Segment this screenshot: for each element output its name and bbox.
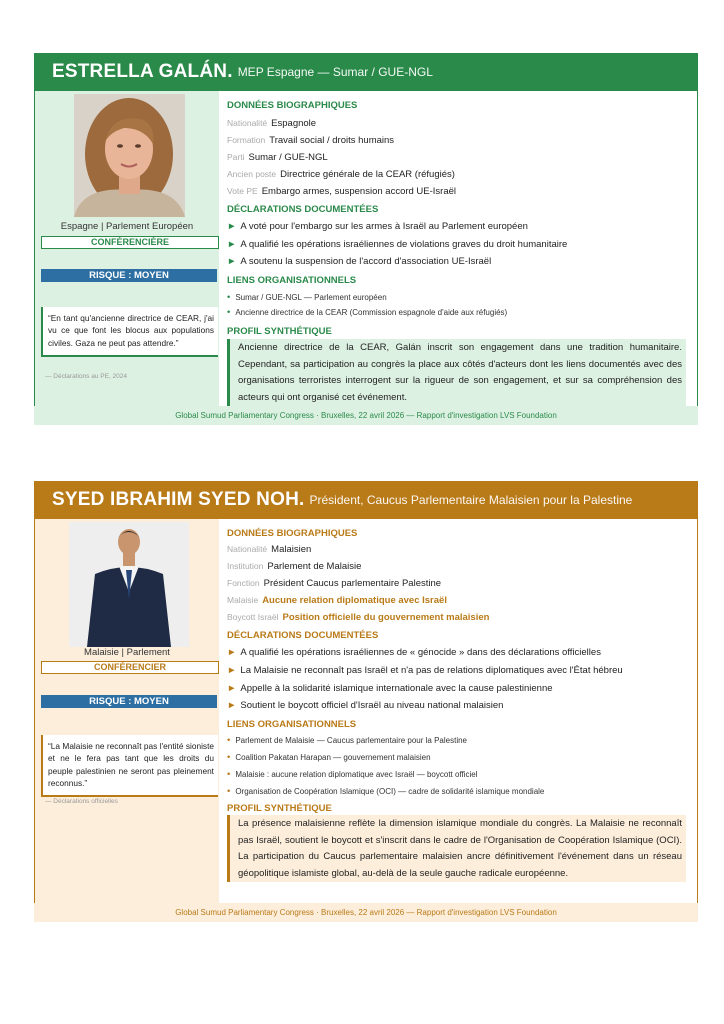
arrow-icon: ► — [227, 221, 237, 232]
bio-label: Formation — [227, 135, 266, 145]
declaration-item: ► A qualifié les opérations israéliennes de « génocide » dans des déclarations officielles — [227, 647, 601, 658]
bio-value: Malaisien — [271, 544, 312, 555]
bio-label: Malaisie — [227, 595, 259, 605]
quote-source: — Déclarations au PE, 2024 — [45, 373, 128, 380]
bio-row — [227, 118, 316, 129]
declaration-item: ► A soutenu la suspension de l'accord d'association UE-Israël — [227, 256, 492, 267]
bio-row — [227, 152, 328, 163]
card-footer: Global Sumud Parliamentary Congress · Bruxelles, 22 avril 2026 — Rapport d'investigation LVS Foundation — [34, 903, 698, 922]
section-title-profile: PROFIL SYNTHÉTIQUE — [227, 326, 332, 337]
bullet-icon: • — [227, 735, 231, 746]
link-item: • Parlement de Malaisie — Caucus parlementaire pour la Palestine — [227, 735, 467, 746]
person-name: ESTRELLA GALÁN. — [52, 61, 233, 82]
profile-summary: La présence malaisienne reflète la dimension islamique mondiale du congrès. La Malaisie ne reconnaît pas Israël, soutient le boycott et s'inscrit dans le cadre de l'Organisation de Coopération Islamique (OCI). La participation du Caucus parlementaire malaisien ancre définitivement l'événement dans un réseau géopolitique islamiste global, au-delà de la seule gauche radicale européenne. — [227, 815, 686, 882]
declaration-item: ► A voté pour l'embargo sur les armes à Israël au Parlement européen — [227, 221, 528, 232]
bio-value: Parlement de Malaisie — [267, 561, 362, 572]
bio-value: Embargo armes, suspension accord UE-Israël — [261, 186, 457, 197]
arrow-icon: ► — [227, 647, 237, 658]
bullet-icon: • — [227, 307, 231, 318]
link-item: • Organisation de Coopération Islamique (OCI) — cadre de solidarité islamique mondiale — [227, 786, 545, 797]
profile-card-galan — [34, 53, 698, 428]
section-title-bio: DONNÉES BIOGRAPHIQUES — [227, 100, 358, 111]
bio-row — [227, 561, 361, 572]
portrait-photo — [74, 94, 185, 217]
section-title-profile: PROFIL SYNTHÉTIQUE — [227, 803, 332, 814]
bio-value: Position officielle du gouvernement malaisien — [282, 612, 490, 623]
section-title-declarations: DÉCLARATIONS DOCUMENTÉES — [227, 204, 379, 215]
bullet-icon: • — [227, 786, 231, 797]
risk-badge: RISQUE : MOYEN — [41, 695, 217, 708]
bio-label: Fonction — [227, 578, 260, 588]
bio-row — [227, 169, 455, 180]
card-main — [227, 91, 689, 406]
arrow-icon: ► — [227, 665, 237, 676]
bio-label: Parti — [227, 152, 245, 162]
bio-label: Vote PE — [227, 186, 258, 196]
bio-label: Institution — [227, 561, 264, 571]
arrow-icon: ► — [227, 683, 237, 694]
card-body — [34, 91, 698, 406]
bio-value: Travail social / droits humains — [269, 135, 395, 146]
bio-value: Président Caucus parlementaire Palestine — [263, 578, 442, 589]
section-title-links: LIENS ORGANISATIONNELS — [227, 275, 357, 286]
bio-label: Ancien poste — [227, 169, 277, 179]
declaration-item: ► Soutient le boycott officiel d'Israël au niveau national malaisien — [227, 700, 504, 711]
bio-row — [227, 186, 456, 197]
role-badge: CONFÉRENCIER — [41, 661, 219, 674]
link-item: • Malaisie : aucune relation diplomatique avec Israël — boycott officiel — [227, 769, 478, 780]
declaration-item: ► A qualifié les opérations israéliennes de violations graves du droit humanitaire — [227, 239, 568, 250]
declaration-item: ► La Malaisie ne reconnaît pas Israël et n'a pas de relations diplomatiques avec l'État hébreu — [227, 665, 623, 676]
bio-row — [227, 135, 394, 146]
bio-label: Nationalité — [227, 544, 268, 554]
bio-row — [227, 595, 447, 606]
declaration-item: ► Appelle à la solidarité islamique internationale avec la cause palestinienne — [227, 683, 553, 694]
bio-value: Sumar / GUE-NGL — [248, 152, 328, 163]
bio-label: Boycott Israël — [227, 612, 279, 622]
card-body — [34, 519, 698, 903]
section-title-declarations: DÉCLARATIONS DOCUMENTÉES — [227, 630, 379, 641]
card-main — [227, 519, 689, 903]
card-header — [34, 481, 698, 519]
section-title-links: LIENS ORGANISATIONNELS — [227, 719, 357, 730]
link-item: • Ancienne directrice de la CEAR (Commission espagnole d'aide aux réfugiés) — [227, 307, 508, 318]
card-sidebar — [35, 519, 219, 903]
arrow-icon: ► — [227, 256, 237, 267]
person-role: MEP Espagne — Sumar / GUE-NGL — [237, 65, 433, 79]
bio-row — [227, 612, 489, 623]
risk-badge: RISQUE : MOYEN — [41, 269, 217, 282]
card-sidebar — [35, 91, 219, 406]
profile-summary: Ancienne directrice de la CEAR, Galán inscrit son engagement dans une tradition humanitaire. Cependant, sa participation au congrès la place aux côtés d'acteurs dont les liens documentés avec des organisations terroristes interrogent sur la rigueur de son engagement, et sur sa compréhension des acteurs qui ont organisé cet événement. — [227, 339, 686, 406]
photo-location: Espagne | Parlement Européen — [60, 221, 194, 232]
person-role: Président, Caucus Parlementaire Malaisien pour la Palestine — [309, 493, 633, 507]
quote-source: — Déclarations officielles — [45, 798, 118, 805]
role-badge: CONFÉRENCIÈRE — [41, 236, 219, 249]
photo-location: Malaisie | Parlement — [84, 647, 170, 658]
bio-value: Espagnole — [271, 118, 317, 129]
arrow-icon: ► — [227, 239, 237, 250]
quote-block: “En tant qu'ancienne directrice de CEAR, j'ai vu ce que font les blocus aux populations civiles. Gaza ne peut pas attendre.” — [41, 307, 218, 357]
arrow-icon: ► — [227, 700, 237, 711]
link-item: • Sumar / GUE-NGL — Parlement européen — [227, 292, 387, 303]
bullet-icon: • — [227, 292, 231, 303]
bio-row — [227, 544, 311, 555]
portrait-photo — [69, 522, 189, 647]
bio-row — [227, 578, 441, 589]
quote-block: “La Malaisie ne reconnaît pas l'entité sioniste et ne le fera pas tant que les droits du peuple palestinien ne seront pas pleinement reconnus.” — [41, 735, 218, 797]
link-item: • Coalition Pakatan Harapan — gouvernement malaisien — [227, 752, 431, 763]
bio-value: Aucune relation diplomatique avec Israël — [262, 595, 447, 606]
bio-label: Nationalité — [227, 118, 268, 128]
person-name: SYED IBRAHIM SYED NOH. — [52, 489, 305, 510]
card-footer: Global Sumud Parliamentary Congress · Bruxelles, 22 avril 2026 — Rapport d'investigation LVS Foundation — [34, 406, 698, 425]
profile-card-syed — [34, 481, 698, 918]
section-title-bio: DONNÉES BIOGRAPHIQUES — [227, 528, 358, 539]
bullet-icon: • — [227, 769, 231, 780]
bullet-icon: • — [227, 752, 231, 763]
bio-value: Directrice générale de la CEAR (réfugiés) — [280, 169, 455, 180]
card-header — [34, 53, 698, 91]
